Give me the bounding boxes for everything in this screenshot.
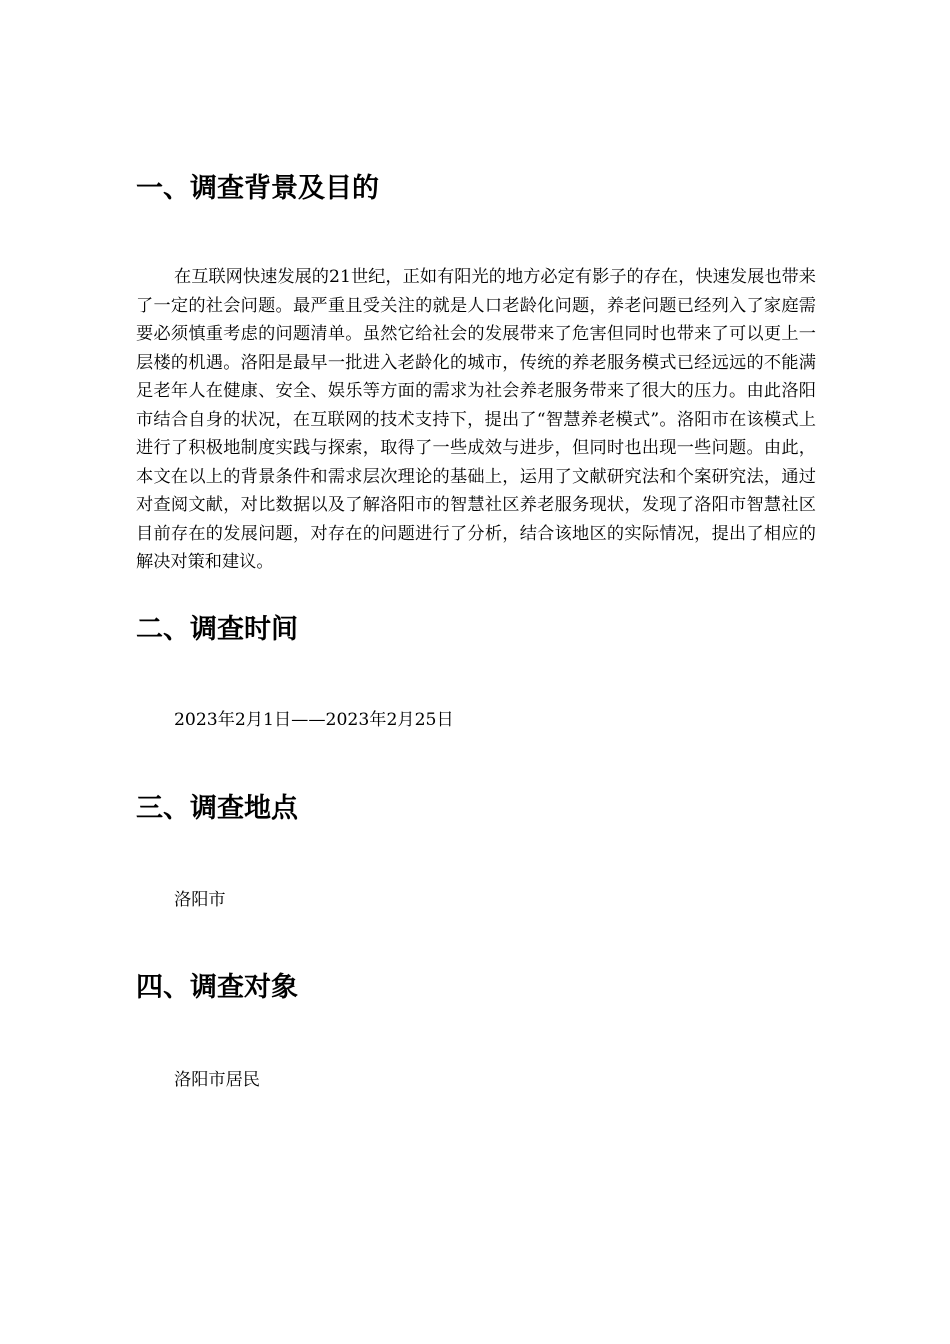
section-heading-time: 二、调查时间 bbox=[136, 614, 298, 645]
section-body-location: 洛阳市 bbox=[174, 890, 226, 910]
section-body-time: 2023年2月1日——2023年2月25日 bbox=[174, 710, 454, 730]
section-heading-background: 一、调查背景及目的 bbox=[136, 173, 379, 204]
section-body-background: 在互联网快速发展的21世纪，正如有阳光的地方必定有影子的存在，快速发展也带来了一定的社会问题。最严重且受关注的就是人口老龄化问题，养老问题已经列入了家庭需要必须慎重考虑的问题清单。虽然它给社会的发展带来了危害但同时也带来了可以更上一层楼的机遇。洛阳是最早一批进入老龄化的城市，传统的养老服务模式已经远远的不能满足老年人在健康、安全、娱乐等方面的需求为社会养老服务带来了很大的压力。由此洛阳市结合自身的状况，在互联网的技术支持下，提出了“智慧养老模式”。洛阳市在该模式上进行了积极地制度实践与探索，取得了一些成效与进步，但同时也出现一些问题。由此，本文在以上的背景条件和需求层次理论的基础上，运用了文献研究法和个案研究法，通过对查阅文献，对比数据以及了解洛阳市的智慧社区养老服务现状，发现了洛阳市智慧社区目前存在的发展问题，对存在的问题进行了分析，结合该地区的实际情况，提出了相应的解决对策和建议。 bbox=[136, 267, 816, 572]
section-heading-subject: 四、调查对象 bbox=[136, 972, 298, 1003]
section-heading-location: 三、调查地点 bbox=[136, 793, 298, 824]
section-body-subject: 洛阳市居民 bbox=[174, 1070, 260, 1090]
